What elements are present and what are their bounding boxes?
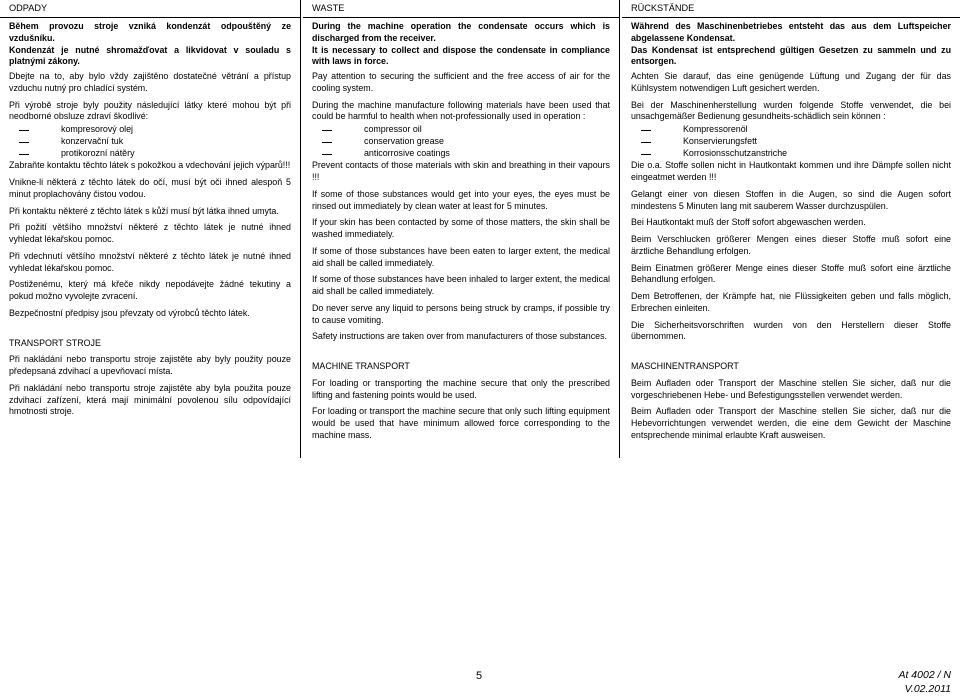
transport-heading: TRANSPORT STROJE: [9, 337, 101, 348]
section-heading: RÜCKSTÄNDE: [622, 0, 960, 18]
paragraph: If your skin has been contacted by some of those matters, the skin shall be washed immediately.: [312, 217, 610, 239]
paragraph: Beim Einatmen größerer Menge eines dieser Stoffe muß sofort eine ärztliche Behandlung erfolgen.: [631, 262, 951, 285]
column-czech: [0, 0, 301, 458]
section-heading: WASTE: [303, 0, 619, 18]
paragraph: Die Sicherheitsvorschriften wurden von den Herstellern dieser Stoffe übernommen.: [631, 319, 951, 342]
notice-bold: [631, 21, 951, 68]
list-item: anticorrosive coatings: [312, 148, 610, 160]
paragraph: Beim Verschlucken größerer Mengen eines dieser Stoffe muß sofort eine ärztliche Behandlung erfolgen.: [631, 234, 951, 256]
document-code: At 4002 / N: [898, 669, 951, 681]
document-id: [898, 668, 951, 696]
list-item: kompresorový olej: [9, 124, 291, 136]
paragraph: Beim Aufladen oder Transport der Maschine stellen Sie sicher, daß nur die vorgeschriebenen Hebe- und Befestigungsstellen verwendet werden.: [631, 377, 951, 400]
substance-list: [9, 124, 291, 159]
paragraph: Při výrobě stroje byly použity následující látky které mohou být při neodborné obsluze zdraví škodlivé:: [9, 99, 291, 122]
document-version: V.02.2011: [904, 683, 951, 696]
list-item: Konservierungsfett: [631, 136, 951, 148]
paragraph: Prevent contacts of those materials with skin and breathing in their vapours !!!: [312, 160, 610, 182]
substance-list: [312, 124, 610, 159]
paragraph: If some of those substances have been eaten to larger extent, the medical aid shall be called immediately.: [312, 245, 610, 268]
column-english: [303, 0, 620, 458]
paragraph: Při požití většího množství některé z těchto látek je nutné ihned vyhledat lékařskou pomoc.: [9, 222, 291, 244]
notice-line: Das Kondensat ist entsprechend gültigen Gesetzen zu sammeln und zu entsorgen.: [631, 44, 951, 67]
paragraph: Bezpečnostní předpisy jsou převzaty od výrobců těchto látek.: [9, 307, 250, 318]
paragraph: Safety instructions are taken over from manufacturers of those substances.: [312, 331, 607, 342]
paragraph: Dbejte na to, aby bylo vždy zajištěno dostatečné větrání a přístup vzduchu nutný pro chladící systém.: [9, 71, 291, 93]
paragraph: Postiženému, který má křeče nikdy nepodávejte žádné tekutiny a pokud možno vyvolejte zvracení.: [9, 279, 291, 301]
paragraph: Pay attention to securing the sufficient and the free access of air for the cooling system.: [312, 71, 610, 93]
paragraph: Achten Sie darauf, das eine genügende Lüftung und Zugang der für das Kühlsystem notwendigen Luft gesichert werden.: [631, 71, 951, 93]
paragraph: Zabraňte kontaktu těchto látek s pokožkou a vdechování jejich výparů!!!: [9, 160, 291, 171]
page-number: 5: [476, 670, 483, 682]
transport-heading: MASCHINENTRANSPORT: [631, 361, 739, 371]
list-item: protikorozní nátěry: [9, 148, 291, 160]
notice-bold: [312, 21, 610, 68]
list-item: Kompressorenöl: [631, 124, 951, 136]
transport-heading: MACHINE TRANSPORT: [312, 361, 410, 371]
paragraph: Bei Hautkontakt muß der Stoff sofort abgewaschen werden.: [631, 217, 866, 228]
paragraph: During the machine manufacture following materials have been used that could be harmful to health when not-professionally used in operation :: [312, 99, 610, 122]
paragraph: Při nakládání nebo transportu stroje zajistěte aby byla použita pouze zdvihací zařízení, která mají minimální povolenou sílu odpovídající hmotnosti stroje.: [9, 382, 291, 417]
column-german: [622, 0, 960, 458]
paragraph: Gelangt einer von diesen Stoffen in die Augen, so sind die Augen sofort mindestens 5 Minuten lang mit sauberem Wasser durchzuspülen.: [631, 188, 951, 211]
notice-line: Kondenzát je nutné shromažďovat a likvidovat v souladu s platnými zákony.: [9, 44, 291, 67]
paragraph: Die o.a. Stoffe sollen nicht in Hautkontakt kommen und ihre Dämpfe sollen nicht eingeatmet werden !!!: [631, 160, 951, 182]
list-item: Korrosionsschutzanstriche: [631, 148, 951, 160]
notice-bold: [9, 21, 291, 68]
paragraph: Dem Betroffenen, der Krämpfe hat, nie Flüssigkeiten geben und falls möglich, Erbrechen einleiten.: [631, 291, 951, 313]
notice-line: Während des Maschinenbetriebes entsteht das aus dem Luftspeicher abgelassene Kondensat.: [631, 21, 951, 43]
paragraph: Bei der Maschinenherstellung wurden folgende Stoffe verwendet, die bei unsachgemäßer Bedienung gesundheits-schädlich sein können :: [631, 99, 951, 122]
notice-line: It is necessary to collect and dispose the condensate in compliance with laws in force.: [312, 44, 610, 67]
notice-line: Během provozu stroje vzniká kondenzát odpouštěný ze vzdušníku.: [9, 21, 291, 43]
list-item: konzervační tuk: [9, 136, 291, 148]
paragraph: Při kontaktu některé z těchto látek s kůží musí být látka ihned umyta.: [9, 205, 279, 216]
paragraph: If some of those substances have been inhaled to larger extent, the medical aid shall be called immediately.: [312, 274, 610, 296]
paragraph: For loading or transport the machine secure that only such lifting equipment would be used that have minimum allowed force corresponding to the machine mass.: [312, 406, 610, 440]
paragraph: For loading or transporting the machine secure that only the prescribed lifting and fastening points would be used.: [312, 377, 610, 400]
paragraph: Beim Aufladen oder Transport der Maschine stellen Sie sicher, daß nur die Hebevorrichtungen verwendet werden, die eine dem Gewicht der Maschine entsprechende minimal erlaubte Kraft ausweisen.: [631, 406, 951, 440]
paragraph: Vnikne-li některá z těchto látek do očí, musí být oči ihned alespoň 5 minut proplachovány čistou vodou.: [9, 177, 291, 199]
list-item: conservation grease: [312, 136, 610, 148]
section-heading: ODPADY: [0, 0, 300, 18]
paragraph: If some of those substances would get into your eyes, the eyes must be rinsed out immediately by clean water at least for 5 minutes.: [312, 188, 610, 211]
paragraph: Do never serve any liquid to persons being struck by cramps, if possible try to cause vomiting.: [312, 302, 610, 325]
substance-list: [631, 124, 951, 159]
notice-line: During the machine operation the condensate occurs which is discharged from the receiver.: [312, 21, 610, 43]
list-item: compressor oil: [312, 124, 610, 136]
paragraph: Při vdechnutí většího množství některé z těchto látek je nutné ihned vyhledat lékařskou pomoc.: [9, 250, 291, 273]
paragraph: Při nakládání nebo transportu stroje zajistěte aby byly použity pouze předepsaná zdvihací a upevňovací místa.: [9, 354, 291, 376]
